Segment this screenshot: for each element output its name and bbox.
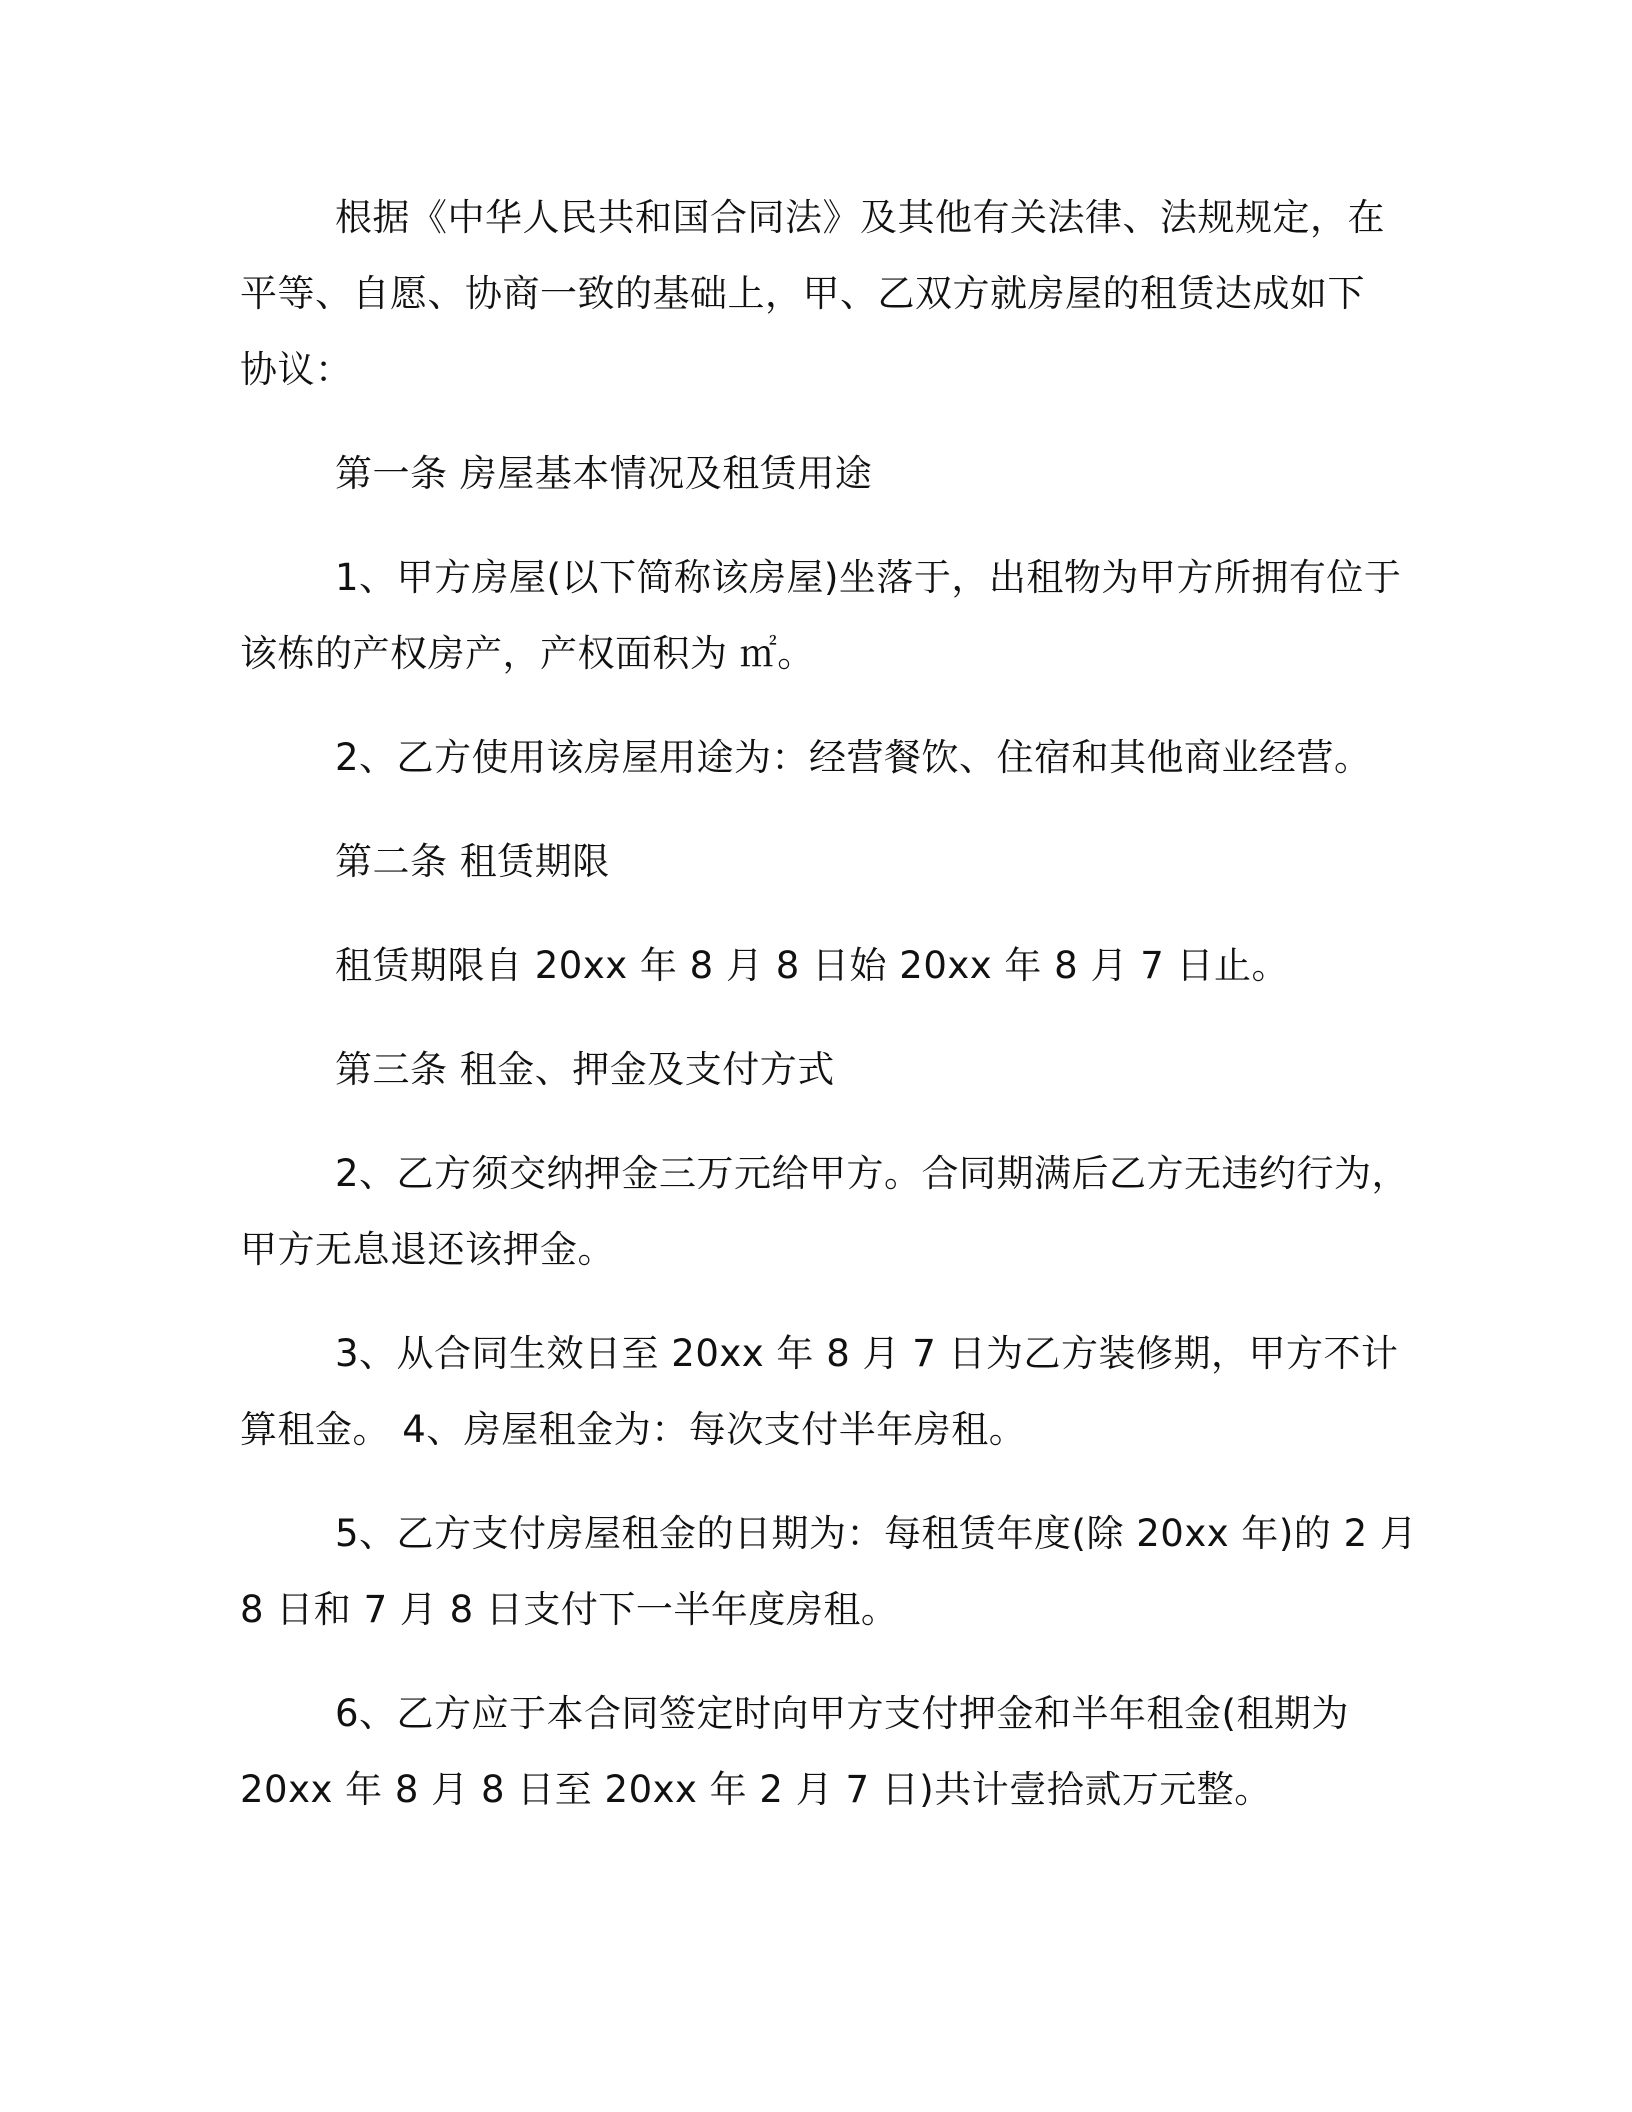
article-1-item-2: 2、乙方使用该房屋用途为：经营餐饮、住宿和其他商业经营。 xyxy=(335,736,1372,779)
article-3-item-6-line-1: 6、乙方应于本合同签定时向甲方支付押金和半年租金(租期为 xyxy=(335,1692,1349,1735)
article-3-item-5-line-1: 5、乙方支付房屋租金的日期为：每租赁年度(除 20xx 年)的 2 月 xyxy=(335,1512,1418,1555)
lease-term-text: 租赁期限自 20xx 年 8 月 8 日始 20xx 年 8 月 7 日止。 xyxy=(335,944,1290,987)
article-2-heading: 第二条 租赁期限 xyxy=(335,840,610,883)
article-1-heading: 第一条 房屋基本情况及租赁用途 xyxy=(335,452,873,495)
article-1-item-1-line-1: 1、甲方房屋(以下简称该房屋)坐落于，出租物为甲方所拥有位于 xyxy=(335,556,1402,599)
paragraph-intro-line-3: 协议： xyxy=(240,348,353,391)
paragraph-intro-line-1: 根据《中华人民共和国合同法》及其他有关法律、法规规定，在 xyxy=(335,196,1385,239)
article-1-item-1-line-2: 该栋的产权房产，产权面积为 ㎡。 xyxy=(240,632,815,675)
article-3-item-3-line-2: 算租金。 4、房屋租金为：每次支付半年房租。 xyxy=(240,1408,1027,1451)
article-3-item-2-line-1: 2、乙方须交纳押金三万元给甲方。合同期满后乙方无违约行为， xyxy=(335,1152,1410,1195)
article-3-item-6-line-2: 20xx 年 8 月 8 日至 20xx 年 2 月 7 日)共计壹拾贰万元整。 xyxy=(240,1768,1272,1811)
article-3-heading: 第三条 租金、押金及支付方式 xyxy=(335,1048,835,1091)
article-3-item-2-line-2: 甲方无息退还该押金。 xyxy=(240,1228,615,1271)
article-3-item-3-line-1: 3、从合同生效日至 20xx 年 8 月 7 日为乙方装修期，甲方不计 xyxy=(335,1332,1399,1375)
paragraph-intro-line-2: 平等、自愿、协商一致的基础上，甲、乙双方就房屋的租赁达成如下 xyxy=(240,272,1365,315)
article-3-item-5-line-2: 8 日和 7 月 8 日支付下一半年度房租。 xyxy=(240,1588,899,1631)
